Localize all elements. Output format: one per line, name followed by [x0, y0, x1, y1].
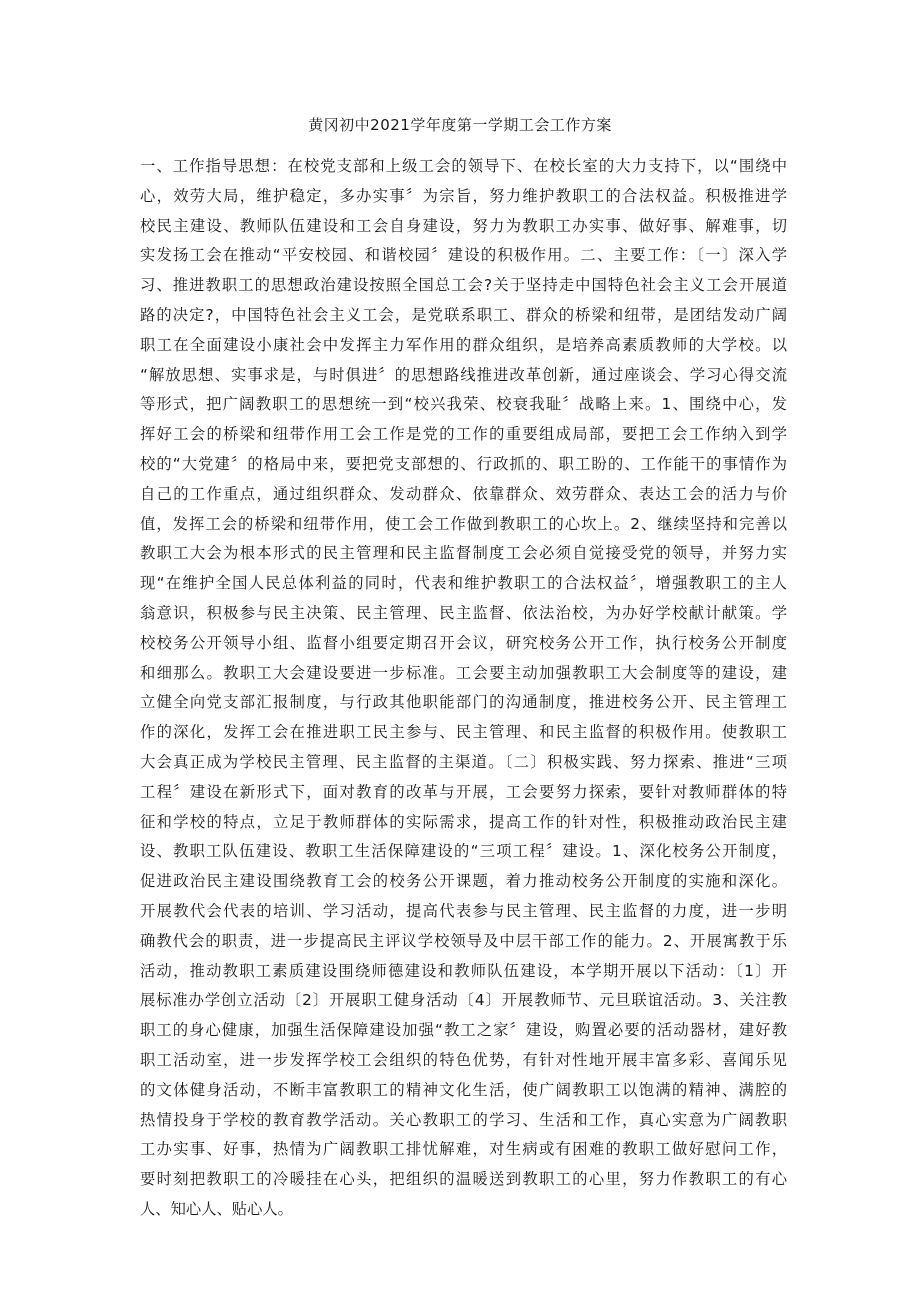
body-line: 等形式，把广阔教职工的思想统一到“校兴我荣、校衰我耻〞战略上来。1、围绕中心，发	[140, 395, 787, 414]
body-line: 习、推进教职工的思想政治建设按照全国总工会?关于坚持走中国特色社会主义工会开展道	[140, 276, 787, 295]
body-line: 值，发挥工会的桥梁和纽带作用，使工会工作做到教职工的心坎上。2、继续坚持和完善以	[140, 514, 787, 533]
body-line: 工程〞建设在新形式下，面对教育的改革与开展，工会要努力探索，要针对教师群体的特	[140, 782, 787, 801]
body-line: 促进政治民主建设围绕教育工会的校务公开课题，着力推动校务公开制度的实施和深化。	[140, 872, 787, 891]
body-line: 作的深化，发挥工会在推进职工民主参与、民主管理、和民主监督的积极作用。使教职工	[140, 723, 787, 742]
body-line: 大会真正成为学校民主管理、民主监督的主渠道。〔二〕积极实践、努力探索、推进“三项	[140, 752, 787, 771]
body-line: 展标准办学创立活动〔2〕开展职工健身活动〔4〕开展教师节、元旦联谊活动。3、关注教	[140, 991, 787, 1010]
body-line: 开展教代会代表的培训、学习活动，提高代表参与民主管理、民主监督的力度，进一步明	[140, 901, 787, 920]
body-line: 要时刻把教职工的冷暖挂在心头，把组织的温暖送到教职工的心里，努力作教职工的有心	[140, 1170, 787, 1189]
body-line: 确教代会的职责，进一步提高民主评议学校领导及中层干部工作的能力。2、开展寓教于乐	[140, 931, 787, 950]
body-line: 人、知心人、贴心人。	[140, 1199, 293, 1218]
body-line: 自己的工作重点，通过组织群众、发动群众、依靠群众、效劳群众、表达工会的活力与价	[140, 484, 787, 503]
body-line: 热情投身于学校的教育教学活动。关心教职工的学习、生活和工作，真心实意为广阔教职	[140, 1110, 787, 1129]
body-line: 职工在全面建设小康社会中发挥主力军作用的群众组织，是培养高素质教师的大学校。以	[140, 335, 787, 354]
body-line: 翁意识，积极参与民主决策、民主管理、民主监督、依法治校，为办好学校献计献策。学	[140, 603, 787, 622]
body-line: 活动，推动教职工素质建设围绕师德建设和教师队伍建设，本学期开展以下活动：〔1〕开	[140, 961, 787, 980]
body-line: 现“在维护全国人民总体利益的同时，代表和维护教职工的合法权益〞，增强教职工的主人	[140, 574, 787, 593]
body-line: 职工活动室，进一步发挥学校工会组织的特色优势，有针对性地开展丰富多彩、喜闻乐见	[140, 1050, 787, 1069]
body-line: 校校务公开领导小组、监督小组要定期召开会议，研究校务公开工作，执行校务公开制度	[140, 633, 787, 652]
body-line: 心，效劳大局，维护稳定，多办实事〞为宗旨，努力维护教职工的合法权益。积极推进学	[140, 186, 787, 205]
body-line: 校民主建设、教师队伍建设和工会自身建设，努力为教职工办实事、做好事、解难事，切	[140, 216, 787, 235]
document-body	[140, 152, 787, 1225]
body-line: 设、教职工队伍建设、教职工生活保障建设的“三项工程〞建设。1、深化校务公开制度，	[140, 842, 787, 861]
body-line: 和细那么。教职工大会建设要进一步标准。工会要主动加强教职工大会制度等的建设，建	[140, 663, 787, 682]
body-line: 职工的身心健康，加强生活保障建设加强“教工之家〞建设，购置必要的活动器材，建好教	[140, 1021, 787, 1040]
body-line: 一、工作指导思想：在校党支部和上级工会的领导下、在校长室的大力支持下，以“围绕中	[140, 157, 787, 175]
body-line: 校的“大党建〞的格局中来，要把党支部想的、行政抓的、职工盼的、工作能干的事情作为	[140, 454, 787, 473]
body-line: 的文体健身活动，不断丰富教职工的精神文化生活，使广阔教职工以饱满的精神、满腔的	[140, 1080, 787, 1099]
body-line: 教职工大会为根本形式的民主管理和民主监督制度工会必须自觉接受党的领导，并努力实	[140, 544, 787, 563]
body-line: 工办实事、好事，热情为广阔教职工排忧解难，对生病或有困难的教职工做好慰问工作，	[140, 1140, 787, 1159]
body-line: 实发扬工会在推动“平安校园、和谐校园〞建设的积极作用。二、主要工作：〔一〕深入学	[140, 246, 787, 265]
body-line: 挥好工会的桥梁和纽带作用工会工作是党的工作的重要组成局部，要把工会工作纳入到学	[140, 425, 787, 444]
body-line: 征和学校的特点，立足于教师群体的实际需求，提高工作的针对性，积极推动政治民主建	[140, 812, 787, 831]
body-line: “解放思想、实事求是，与时俱进〞的思想路线推进改革创新，通过座谈会、学习心得交流	[140, 365, 787, 384]
body-line: 立健全向党支部汇报制度，与行政其他职能部门的沟通制度，推进校务公开、民主管理工	[140, 693, 787, 712]
body-line: 路的决定?，中国特色社会主义工会，是党联系职工、群众的桥梁和纽带，是团结发动广阔	[140, 305, 787, 324]
document-title: 黄冈初中2021学年度第一学期工会工作方案	[308, 116, 612, 134]
